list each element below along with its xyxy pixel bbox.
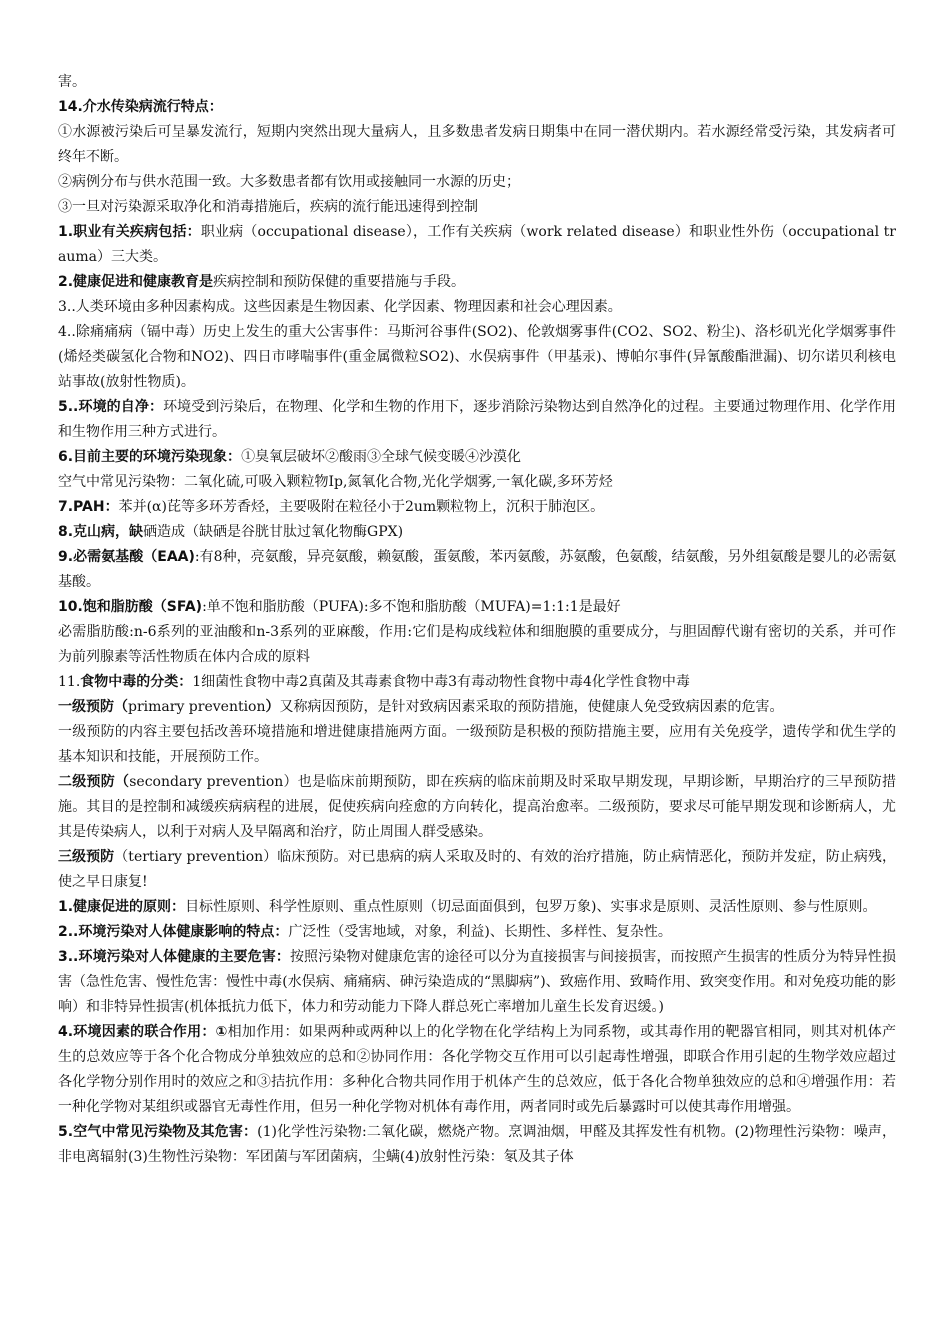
paragraph: 5.空气中常见污染物及其危害：(1)化学性污染物:二氧化碳，燃烧产物。烹调油烟，甲醛及其挥发性有机物。(2)物理性污染物：噪声，非电离辐射(3)生物性污染物：军团菌与军团菌病，尘螨(4)放射性污染：氡及其子体	[58, 1124, 896, 1165]
section-heading: 14.介水传染病流行特点：	[58, 99, 223, 115]
paragraph: 必需脂肪酸:n-6系列的亚油酸和n-3系列的亚麻酸，作用:它们是构成线粒体和细胞膜的重要成分，与胆固醇代谢有密切的关系，并可作为前列腺素等活性物质在体内合成的原料	[58, 624, 896, 665]
paragraph: 三级预防（tertiary prevention）临床预防。对已患病的病人采取及时的、有效的治疗措施，防止病情恶化，预防并发症，防止病残，使之早日康复!	[58, 849, 896, 890]
paragraph: 7.PAH：苯并(α)芘等多环芳香烃，主要吸附在粒径小于2um颗粒物上，沉积于肺泡区。	[58, 499, 605, 515]
paragraph: 8.克山病，缺硒造成（缺硒是谷胱甘肽过氧化物酶GPX)	[58, 524, 404, 540]
paragraph: ②病例分布与供水范围一致。大多数患者都有饮用或接触同一水源的历史；	[58, 174, 520, 190]
paragraph: ③一旦对污染源采取净化和消毒措施后，疾病的流行能迅速得到控制	[58, 199, 478, 215]
paragraph: 5..环境的自净：环境受到污染后，在物理、化学和生物的作用下，逐步消除污染物达到自然净化的过程。主要通过物理作用、化学作用和生物作用三种方式进行。	[58, 399, 896, 440]
paragraph: 11.食物中毒的分类：1细菌性食物中毒2真菌及其毒素食物中毒3有毒动物性食物中毒4化学性食物中毒	[58, 674, 690, 690]
paragraph: 一级预防（primary prevention）又称病因预防，是针对致病因素采取的预防措施，使健康人免受致病因素的危害。	[58, 699, 784, 715]
paragraph: 4.环境因素的联合作用：①相加作用：如果两种或两种以上的化学物在化学结构上为同系物，或其毒作用的靶器官相同，则其对机体产生的总效应等于各个化合物成分单独效应的总和②协同作用：各化学物交互作用可以引起毒性增强，即联合作用引起的生物学效应超过各化学物分别作用时的效应之和③拮抗作用：多种化合物共同作用于机体产生的总效应，低于各化合物单独效应的总和④增强作用：若一种化学物对某组织或器官无毒性作用，但另一种化学物对机体有毒作用，两者同时或先后暴露时可以使其毒作用增强。	[58, 1024, 896, 1115]
paragraph: 3..人类环境由多种因素构成。这些因素是生物因素、化学因素、物理因素和社会心理因素。	[58, 299, 622, 315]
paragraph: 害。	[58, 74, 86, 90]
paragraph: 一级预防的内容主要包括改善环境措施和增进健康措施两方面。一级预防是积极的预防措施主要，应用有关免疫学，遗传学和优生学的基本知识和技能，开展预防工作。	[58, 724, 896, 765]
paragraph: 2.健康促进和健康教育是疾病控制和预防保健的重要措施与手段。	[58, 274, 466, 290]
paragraph: 6.目前主要的环境污染现象：①臭氧层破坏②酸雨③全球气候变暖④沙漠化	[58, 449, 522, 465]
paragraph: 1.职业有关疾病包括：职业病（occupational disease），工作有关疾病（work related disease）和职业性外伤（occupational trauma）三大类。	[58, 224, 896, 265]
paragraph: 二级预防（secondary prevention）也是临床前期预防，即在疾病的临床前期及时采取早期发现，早期诊断，早期治疗的三早预防措施。其目的是控制和减缓疾病病程的进展，促使疾病向痊愈的方向转化，提高治愈率。二级预防，要求尽可能早期发现和诊断病人，尤其是传染病人，以利于对病人及早隔离和治疗，防止周围人群受感染。	[58, 774, 896, 840]
paragraph: 1.健康促进的原则：目标性原则、科学性原则、重点性原则（切忌面面俱到，包罗万象)、实事求是原则、灵活性原则、参与性原则。	[58, 899, 877, 915]
paragraph: 4..除痛痛病（镉中毒）历史上发生的重大公害事件：马斯河谷事件(SO2)、伦敦烟雾事件(CO2、SO2、粉尘)、洛杉矶光化学烟雾事件(烯烃类碳氢化合物和NO2)、四日市哮喘事件(重金属微粒SO2)、水俣病事件（甲基汞)、博帕尔事件(异氰酸酯泄漏)、切尔诺贝利核电站事故(放射性物质)。	[58, 324, 896, 390]
paragraph: ①水源被污染后可呈暴发流行，短期内突然出现大量病人，且多数患者发病日期集中在同一潜伏期内。若水源经常受污染，其发病者可终年不断。	[58, 124, 896, 165]
paragraph: 9.必需氨基酸（EAA):有8种，亮氨酸，异亮氨酸，赖氨酸，蛋氨酸，苯丙氨酸，苏氨酸，色氨酸，结氨酸，另外组氨酸是婴儿的必需氨基酸。	[58, 549, 896, 590]
paragraph: 3..环境污染对人体健康的主要危害：按照污染物对健康危害的途径可以分为直接损害与间接损害，而按照产生损害的性质分为特异性损害（急性危害、慢性危害：慢性中毒(水俣病、痛痛病、砷污染造成的“黑脚病”)、致癌作用、致畸作用、致突变作用。和对免疫功能的影响）和非特异性损害(机体抵抗力低下，体力和劳动能力下降人群总死亡率增加儿童生长发育迟缓。)	[58, 949, 896, 1015]
document-page	[58, 70, 896, 1170]
paragraph: 2..环境污染对人体健康影响的特点：广泛性（受害地域，对象，利益)、长期性、多样性、复杂性。	[58, 924, 672, 940]
paragraph: 10.饱和脂肪酸（SFA):单不饱和脂肪酸（PUFA):多不饱和脂肪酸（MUFA)=1:1:1是最好	[58, 599, 621, 615]
paragraph: 空气中常见污染物：二氧化硫,可吸入颗粒物Ip,氮氧化合物,光化学烟雾,一氧化碳,多环芳烃	[58, 474, 613, 490]
